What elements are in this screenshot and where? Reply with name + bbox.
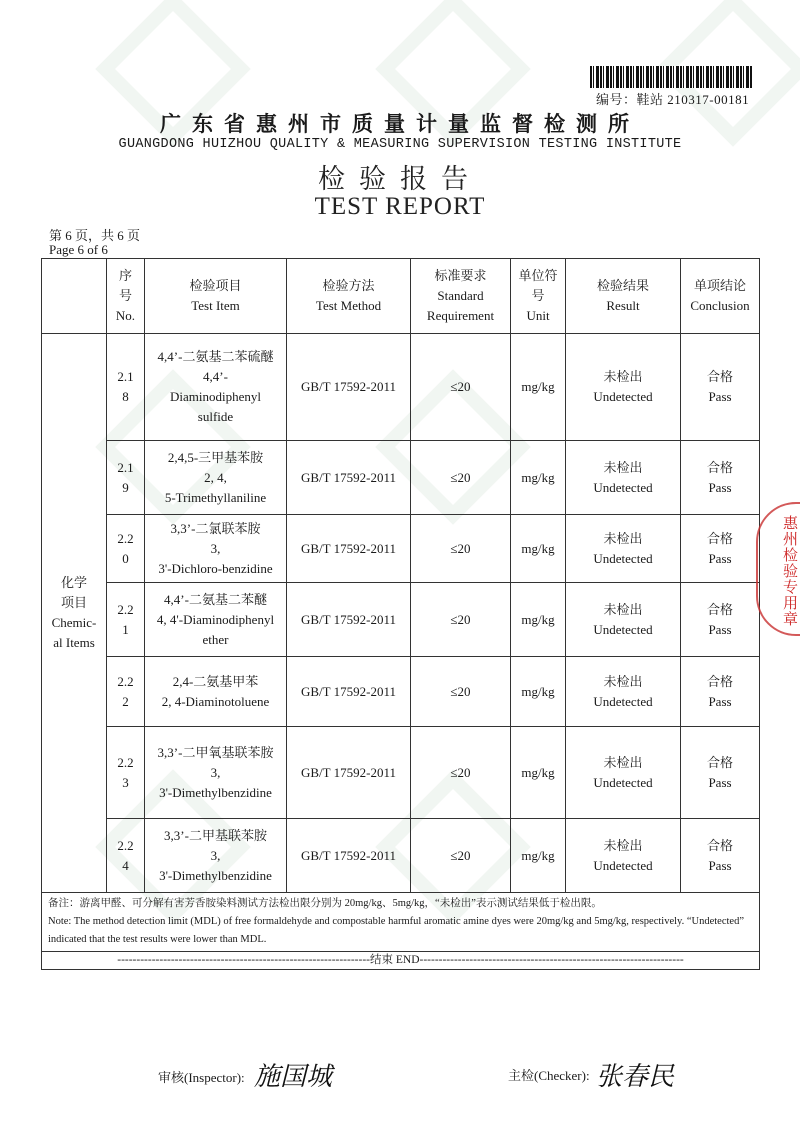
header-conclusion: 单项结论 Conclusion — [681, 259, 760, 334]
row-no: 2.1 9 — [107, 441, 145, 515]
inspector-signature: 施国城 — [254, 1062, 333, 1092]
row-no: 2.2 2 — [107, 657, 145, 727]
row-method: GB/T 17592-2011 — [287, 334, 411, 441]
row-conclusion: 合格 Pass — [681, 657, 760, 727]
row-result: 未检出 Undetected — [566, 727, 681, 819]
row-method: GB/T 17592-2011 — [287, 727, 411, 819]
header-category — [42, 259, 107, 334]
row-conclusion: 合格 Pass — [681, 583, 760, 657]
row-standard: ≤20 — [411, 334, 511, 441]
end-marker: ------------------------------------------------------------------结束 END--------------------------------------------------------------------- — [42, 952, 760, 970]
table-row — [42, 583, 760, 657]
table-row — [42, 441, 760, 515]
row-unit: mg/kg — [511, 583, 566, 657]
checker-signature: 张春民 — [596, 1062, 675, 1092]
row-result: 未检出 Undetected — [566, 657, 681, 727]
row-item: 3,3’-二甲基联苯胺 3, 3'-Dimethylbenzidine — [145, 819, 287, 893]
row-standard: ≤20 — [411, 819, 511, 893]
header-result: 检验结果 Result — [566, 259, 681, 334]
end-row — [42, 952, 760, 970]
institute-name-cn: 广东省惠州市质量计量监督检测所 — [160, 112, 640, 136]
row-item: 3,3’-二氯联苯胺 3, 3'-Dichloro-benzidine — [145, 515, 287, 583]
row-standard: ≤20 — [411, 515, 511, 583]
note-cell — [42, 893, 760, 952]
row-unit: mg/kg — [511, 657, 566, 727]
row-conclusion: 合格 Pass — [681, 819, 760, 893]
row-item: 4,4’-二氨基二苯硫醚 4,4’- Diaminodiphenyl sulfide — [145, 334, 287, 441]
header-unit: 单位符 号 Unit — [511, 259, 566, 334]
row-item: 4,4’-二氨基二苯醚 4, 4'-Diaminodiphenyl ether — [145, 583, 287, 657]
row-result: 未检出 Undetected — [566, 583, 681, 657]
table-row — [42, 515, 760, 583]
inspector-label: 审核(Inspector): — [158, 1070, 245, 1085]
header-item: 检验项目 Test Item — [145, 259, 287, 334]
report-title-en: TEST REPORT — [314, 193, 486, 220]
row-method: GB/T 17592-2011 — [287, 819, 411, 893]
row-result: 未检出 Undetected — [566, 515, 681, 583]
note-row — [42, 893, 760, 952]
row-unit: mg/kg — [511, 441, 566, 515]
row-no: 2.2 1 — [107, 583, 145, 657]
row-unit: mg/kg — [511, 819, 566, 893]
table-row — [42, 334, 760, 441]
row-no: 2.1 8 — [107, 334, 145, 441]
table-row — [42, 657, 760, 727]
row-method: GB/T 17592-2011 — [287, 441, 411, 515]
row-method: GB/T 17592-2011 — [287, 657, 411, 727]
row-item: 3,3’-二甲氧基联苯胺 3, 3'-Dimethylbenzidine — [145, 727, 287, 819]
row-conclusion: 合格 Pass — [681, 441, 760, 515]
category-cell: 化学 项目 Chemic- al Items — [42, 334, 107, 893]
report-serial: 编号：鞋站 210317-00181 — [596, 92, 750, 107]
row-no: 2.2 0 — [107, 515, 145, 583]
header-method: 检验方法 Test Method — [287, 259, 411, 334]
row-conclusion: 合格 Pass — [681, 515, 760, 583]
page-number-en: Page 6 of 6 — [49, 242, 108, 257]
page-number-cn: 第 6 页，共 6 页 — [49, 228, 141, 243]
row-unit: mg/kg — [511, 334, 566, 441]
results-table — [41, 258, 760, 970]
header-no: 序 号 No. — [107, 259, 145, 334]
row-item: 2,4,5-三甲基苯胺 2, 4, 5-Trimethyllaniline — [145, 441, 287, 515]
row-method: GB/T 17592-2011 — [287, 515, 411, 583]
table-header-row — [42, 259, 760, 334]
note-cn: 备注：游离甲醛、可分解有害芳香胺染料测试方法检出限分别为 20mg/kg、5mg/kg，“未检出”表示测试结果低于检出限。 — [48, 898, 602, 909]
barcode — [590, 66, 752, 88]
header-standard: 标准要求 Standard Requirement — [411, 259, 511, 334]
row-unit: mg/kg — [511, 727, 566, 819]
checker-label: 主检(Checker): — [508, 1068, 590, 1083]
row-unit: mg/kg — [511, 515, 566, 583]
row-no: 2.2 4 — [107, 819, 145, 893]
report-title-cn: 检验报告 — [318, 164, 482, 194]
row-standard: ≤20 — [411, 583, 511, 657]
seal-text: 惠州检验专用章 — [781, 515, 799, 627]
row-no: 2.2 3 — [107, 727, 145, 819]
table-row — [42, 727, 760, 819]
table-row — [42, 819, 760, 893]
row-conclusion: 合格 Pass — [681, 727, 760, 819]
row-standard: ≤20 — [411, 727, 511, 819]
row-result: 未检出 Undetected — [566, 334, 681, 441]
row-result: 未检出 Undetected — [566, 819, 681, 893]
row-conclusion: 合格 Pass — [681, 334, 760, 441]
note-en: Note: The method detection limit (MDL) of free formaldehyde and compostable harmful aromatic amine dyes were 20mg/kg and 5mg/kg, respectively. “Undetected” indicated that the test results were lower than MDL. — [48, 916, 744, 945]
institute-name-en: GUANGDONG HUIZHOU QUALITY & MEASURING SUPERVISION TESTING INSTITUTE — [118, 137, 682, 152]
row-item: 2,4-二氨基甲苯 2, 4-Diaminotoluene — [145, 657, 287, 727]
row-result: 未检出 Undetected — [566, 441, 681, 515]
row-standard: ≤20 — [411, 657, 511, 727]
row-method: GB/T 17592-2011 — [287, 583, 411, 657]
row-standard: ≤20 — [411, 441, 511, 515]
